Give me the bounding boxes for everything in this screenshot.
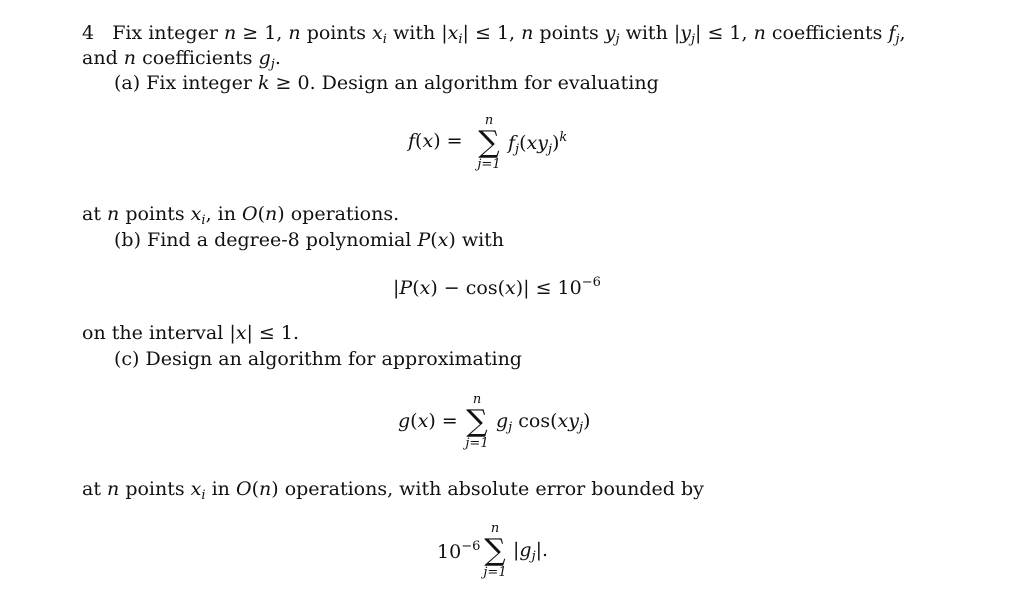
part-a-label: (a) xyxy=(114,72,141,94)
intro-text-3: with xyxy=(392,22,436,44)
part-a-after-4: operations. xyxy=(290,203,400,225)
intro-text-7: and xyxy=(82,47,118,69)
part-a-text-1: Fix integer xyxy=(146,72,252,94)
tolerance-base: 10 xyxy=(437,541,462,563)
part-c-after: at n points $x_i$ in O(n) operations, with absolute error bounded by xyxy=(82,478,704,503)
tolerance-summation: n ∑ j=1 xyxy=(483,521,507,580)
problem-statement-line-2: and n coefficients $g_j$. xyxy=(82,47,281,72)
intro-text-1: Fix integer xyxy=(112,22,218,44)
intro-text-4: points xyxy=(539,22,599,44)
part-c-text: Design an algorithm for approximating xyxy=(145,348,522,370)
part-b-with: with xyxy=(461,229,505,251)
part-b-after: on the interval |x| ≤ 1. xyxy=(82,322,299,344)
tolerance-exponent: −6 xyxy=(461,539,481,554)
part-a-text-2: . Design an algorithm for evaluating xyxy=(309,72,659,94)
tolerance-rhs: $|g_j|$. xyxy=(513,539,549,564)
part-c-after-4: operations, with absolute error bounded by xyxy=(284,478,704,500)
part-c-label: (c) xyxy=(114,348,140,370)
part-a-heading: (a) Fix integer k ≥ 0. Design an algorithm for evaluating xyxy=(114,72,659,94)
part-b-after-text: on the interval xyxy=(82,322,224,344)
part-b-heading: (b) Find a degree-8 polynomial P(x) with xyxy=(114,229,505,251)
part-c-after-3: in xyxy=(211,478,230,500)
intro-text-2: points xyxy=(306,22,366,44)
part-c-after-2: points xyxy=(125,478,185,500)
equation-c-rhs: $g_j$ $\cos(xy_j)$ xyxy=(496,410,591,435)
part-b-text: Find a degree-8 polynomial xyxy=(147,229,412,251)
part-a-after-3: , in xyxy=(205,203,236,225)
part-a-after-1: at xyxy=(82,203,101,225)
intro-text-8: coefficients xyxy=(142,47,253,69)
problem-statement-line-1: 4 Fix integer n ≥ 1, n points $x_i$ with $|x_i| \le 1$, n points $y_j$ with $|y_j| \le 1$, n coefficients $f_j$, xyxy=(82,22,906,47)
part-b-label: (b) xyxy=(114,229,141,251)
equation-a-summation: n ∑ j=1 xyxy=(477,113,501,172)
part-c-after-1: at xyxy=(82,478,101,500)
equation-a-lhs: f(x) = xyxy=(408,130,463,152)
part-c-heading xyxy=(114,347,522,371)
equation-c-summation: n ∑ j=1 xyxy=(465,392,489,451)
tolerance-expression xyxy=(437,539,480,563)
part-a-after: at n points $x_i$, in O(n) operations. xyxy=(82,203,400,228)
part-a-after-2: points xyxy=(125,203,185,225)
problem-number: 4 xyxy=(82,22,95,44)
equation-a-rhs: $f_j(xy_j)^k$ xyxy=(508,130,568,157)
intro-text-6: coefficients xyxy=(771,22,883,44)
equation-c-lhs: g(x) = xyxy=(398,410,458,432)
intro-text-5: with xyxy=(625,22,668,44)
equation-b: $|P(x) - \cos(x)| \le 10^{-6}$ xyxy=(393,275,601,299)
